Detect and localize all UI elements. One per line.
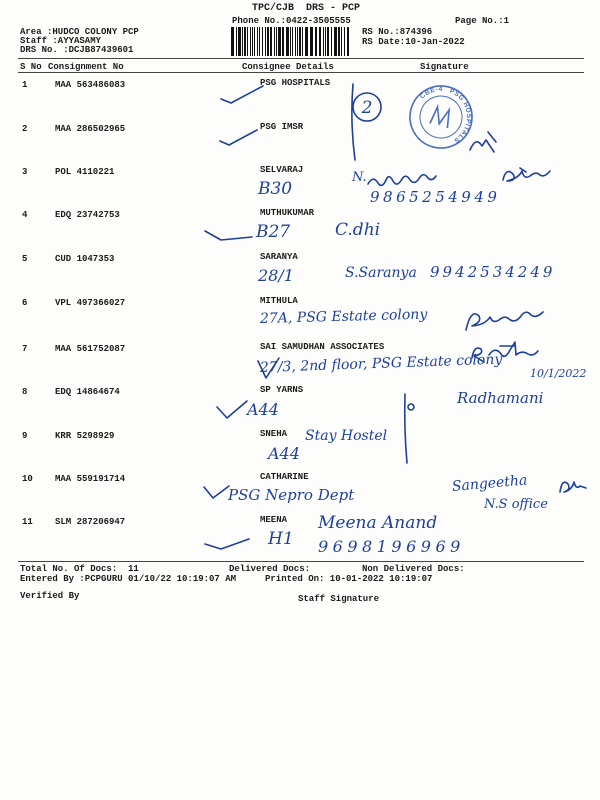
area-label: Area :HUDCO COLONY PCP — [20, 27, 139, 37]
handwritten-flat-number: H1 — [268, 529, 294, 549]
delivered-docs: Delivered Docs: — [229, 564, 311, 574]
initials-scribble — [470, 132, 496, 152]
check-mark — [220, 130, 257, 145]
circled-number-text: 2 — [361, 98, 373, 118]
serial-number: 11 — [22, 517, 33, 527]
consignee-name: SARANYA — [260, 252, 298, 262]
handwritten-name: Meena Anand — [318, 513, 438, 533]
signature-scribble — [560, 482, 586, 492]
signature-scribble — [368, 175, 436, 186]
consignee-name: SELVARAJ — [260, 165, 304, 175]
serial-number: 7 — [22, 344, 28, 354]
stamp-logo-icon — [430, 106, 452, 128]
stamp-code-text: CBE-4 — [418, 85, 443, 101]
serial-number: 8 — [22, 387, 28, 397]
consignee-name: MUTHUKUMAR — [260, 208, 315, 218]
handwritten-flat-number: A44 — [268, 444, 300, 463]
handwritten-initial: N. — [352, 170, 367, 185]
column-header-sno: S No — [20, 62, 42, 72]
consignment-number: MAA 559191714 — [55, 474, 126, 484]
staff-signature-label: Staff Signature — [298, 594, 380, 604]
serial-number: 4 — [22, 210, 28, 220]
check-mark — [204, 486, 229, 498]
handwritten-address: 27/3, 2nd floor, PSG Estate colony — [259, 351, 503, 376]
serial-number: 5 — [22, 254, 28, 264]
circled-number — [353, 93, 381, 121]
document-title: TPC/CJB DRS - PCP — [252, 3, 361, 14]
check-mark — [205, 231, 252, 240]
pen-circle-mark — [408, 404, 414, 410]
handwritten-name: Sangeetha — [451, 472, 528, 495]
handwritten-name: S.Saranya — [345, 265, 417, 281]
total-docs: Total No. Of Docs: 11 — [20, 564, 139, 574]
handwritten-flat-number: A44 — [247, 400, 279, 419]
stamp-code — [418, 81, 445, 105]
consignment-number: KRR 5298929 — [55, 431, 115, 441]
verified-by-label: Verified By — [20, 591, 80, 601]
hospital-stamp — [403, 79, 479, 155]
pen-stroke — [405, 394, 407, 463]
stamp-name-text: PSG HOSPITALS — [448, 87, 473, 145]
serial-number: 3 — [22, 167, 28, 177]
handwritten-flat-number: B27 — [256, 222, 291, 242]
handwritten-flat-number: 28/1 — [258, 266, 294, 285]
consignee-name: SP YARNS — [260, 385, 304, 395]
non-delivered-docs: Non Delivered Docs: — [362, 564, 465, 574]
consignment-number: MAA 561752087 — [55, 344, 126, 354]
check-mark — [217, 401, 247, 418]
phone-number: Phone No.:0422-3505555 — [232, 16, 351, 26]
handwritten-phone: 9698196969 — [318, 537, 465, 556]
staff-label: Staff :AYYASAMY — [20, 36, 102, 46]
printed-on: Printed On: 10-01-2022 10:19:07 — [265, 574, 433, 584]
consignment-number: MAA 563486083 — [55, 80, 126, 90]
consignee-name: PSG HOSPITALS — [260, 78, 331, 88]
consignment-number: CUD 1047353 — [55, 254, 115, 264]
handwritten-note: PSG Nepro Dept — [228, 486, 355, 504]
check-mark — [205, 539, 249, 549]
consignee-name: SNEHA — [260, 429, 288, 439]
consignment-number: MAA 286502965 — [55, 124, 126, 134]
handwritten-address: 27A, PSG Estate colony — [259, 306, 428, 327]
handwritten-phone: 9865254949 — [370, 188, 501, 206]
consignee-name: MEENA — [260, 515, 288, 525]
consignee-name: MITHULA — [260, 296, 298, 306]
handwritten-office: N.S office — [484, 497, 548, 512]
signature-scribble — [466, 312, 543, 330]
serial-number: 10 — [22, 474, 33, 484]
handwritten-note: Stay Hostel — [305, 428, 388, 444]
handwritten-flat-number: B30 — [258, 179, 293, 199]
serial-number: 6 — [22, 298, 28, 308]
serial-number: 1 — [22, 80, 28, 90]
handwritten-phone: 9942534249 — [430, 263, 556, 281]
consignee-name: PSG IMSR — [260, 122, 304, 132]
serial-number: 9 — [22, 431, 28, 441]
consignment-number: EDQ 14864674 — [55, 387, 120, 397]
page-number: Page No.:1 — [455, 16, 510, 26]
consignment-number: VPL 497366027 — [55, 298, 126, 308]
column-header-signature: Signature — [420, 62, 469, 72]
consignee-name: CATHARINE — [260, 472, 309, 482]
handwritten-date: 10/1/2022 — [530, 367, 587, 380]
rs-number: RS No.:874396 — [362, 27, 433, 37]
consignment-number: EDQ 23742753 — [55, 210, 120, 220]
signature-scribble — [503, 168, 550, 181]
consignee-name: SAI SAMUDHAN ASSOCIATES — [260, 342, 385, 352]
pen-stroke — [352, 84, 355, 160]
consignment-number: POL 4110221 — [55, 167, 115, 177]
drs-number: DRS No. :DCJB87439601 — [20, 45, 134, 55]
handwritten-name: Radhamani — [457, 389, 544, 407]
rs-date: RS Date:10-Jan-2022 — [362, 37, 465, 47]
entered-by: Entered By :PCPGURU 01/10/22 10:19:07 AM — [20, 574, 237, 584]
column-header-consignment: Consignment No — [48, 62, 124, 72]
consignment-number: SLM 287206947 — [55, 517, 126, 527]
column-header-consignee: Consignee Details — [242, 62, 334, 72]
check-mark — [221, 86, 263, 103]
serial-number: 2 — [22, 124, 28, 134]
handwritten-name: C.dhi — [335, 220, 381, 240]
